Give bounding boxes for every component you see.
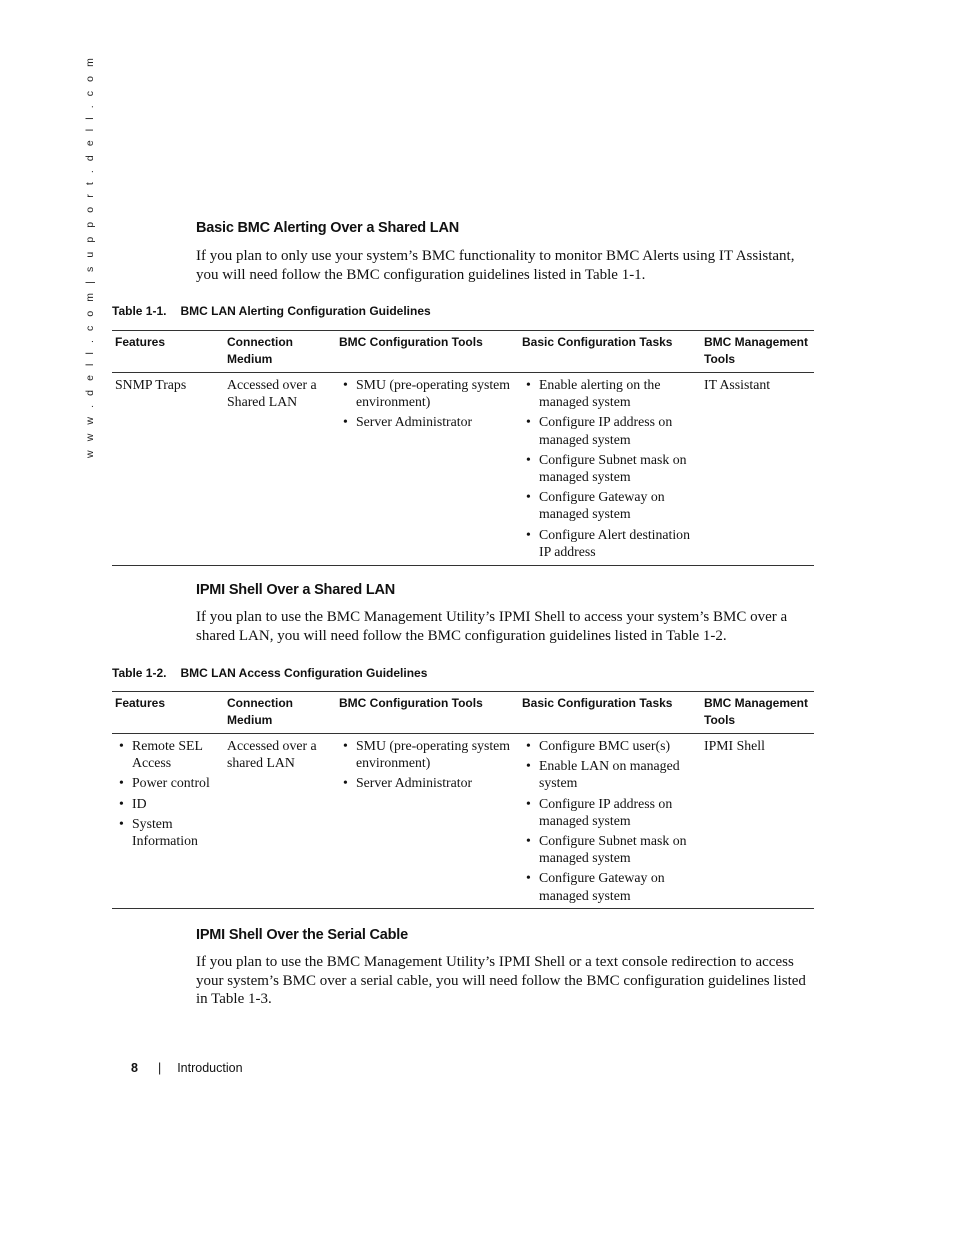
header-bmc-management-tools: BMC Management Tools xyxy=(704,696,809,727)
header-bmc-configuration-tools: BMC Configuration Tools xyxy=(339,696,483,710)
cell-management-tools: IT Assistant xyxy=(704,377,771,392)
header-basic-configuration-tasks: Basic Configuration Tasks xyxy=(522,335,673,349)
list-item: • Server Administrator xyxy=(339,413,517,430)
header-basic-configuration-tasks: Basic Configuration Tasks xyxy=(522,696,673,710)
cell-configuration-tools xyxy=(339,373,517,434)
header-features: Features xyxy=(115,696,166,710)
table-row xyxy=(112,734,814,909)
list-item: • Configure IP address on managed system xyxy=(522,795,702,829)
list-item: • Configure Gateway on managed system xyxy=(522,869,702,903)
table-1-2-label: Table 1-2. xyxy=(112,666,167,680)
table-1-2-caption xyxy=(112,666,427,680)
section-paragraph-basic-bmc-alerting: If you plan to only use your system’s BMC functionality to monitor BMC Alerts using IT Assistant, you will need follow the BMC configuration guidelines listed in Table 1-1. xyxy=(196,248,795,283)
table-1-1-label: Table 1-1. xyxy=(112,304,167,318)
list-item: • Enable LAN on managed system xyxy=(522,757,702,791)
list-item: • Configure IP address on managed system xyxy=(522,413,702,447)
section-heading-ipmi-shell-serial: IPMI Shell Over the Serial Cable xyxy=(196,927,408,943)
table-header xyxy=(112,330,814,373)
cell-configuration-tasks xyxy=(522,373,702,563)
table-header xyxy=(112,691,814,734)
list-item: • Configure Subnet mask on managed system xyxy=(522,451,702,485)
header-bmc-configuration-tools: BMC Configuration Tools xyxy=(339,335,483,349)
chapter-name: Introduction xyxy=(177,1061,243,1075)
list-item: • Configure Subnet mask on managed system xyxy=(522,832,702,866)
list-item: • Configure Gateway on managed system xyxy=(522,488,702,522)
cell-configuration-tasks xyxy=(522,734,702,907)
header-bmc-management-tools: BMC Management Tools xyxy=(704,335,809,366)
page-number: 8 xyxy=(131,1061,138,1075)
footer-separator: | xyxy=(157,1061,162,1075)
list-item: • Remote SEL Access xyxy=(115,737,221,771)
cell-management-tools: IPMI Shell xyxy=(704,738,765,753)
table-1-1 xyxy=(112,330,814,566)
cell-features: SNMP Traps xyxy=(115,377,187,392)
section-paragraph-ipmi-shell-serial: If you plan to use the BMC Management Utility’s IPMI Shell or a text console redirection to access your system’s BMC over a serial cable, you will need follow the BMC configuration guidelines listed in Table 1-3. xyxy=(196,954,806,1008)
list-item: • Enable alerting on the managed system xyxy=(522,376,702,410)
list-item: • SMU (pre-operating system environment) xyxy=(339,737,517,771)
cell-connection-medium: Accessed over a Shared LAN xyxy=(227,377,317,410)
table-1-2 xyxy=(112,691,814,909)
cell-features xyxy=(115,734,221,852)
table-1-1-caption xyxy=(112,304,431,318)
list-item: • Server Administrator xyxy=(339,774,517,791)
list-item: • System Information xyxy=(115,815,221,849)
list-item: • Configure Alert destination IP address xyxy=(522,526,702,560)
side-url-text: w w w . d e l l . c o m | s u p p o r t . d e l l . c o m xyxy=(84,55,96,458)
header-connection-medium: Connection Medium xyxy=(227,696,293,727)
list-item: • Power control xyxy=(115,774,221,791)
table-row xyxy=(112,373,814,566)
section-heading-ipmi-shell-lan: IPMI Shell Over a Shared LAN xyxy=(196,582,396,598)
page-footer xyxy=(131,1061,243,1075)
table-1-1-title: BMC LAN Alerting Configuration Guidelines xyxy=(180,304,431,318)
cell-connection-medium: Accessed over a shared LAN xyxy=(227,738,317,771)
header-connection-medium: Connection Medium xyxy=(227,335,293,366)
cell-configuration-tools xyxy=(339,734,517,795)
section-heading-basic-bmc-alerting: Basic BMC Alerting Over a Shared LAN xyxy=(196,220,459,236)
header-features: Features xyxy=(115,335,166,349)
list-item: • ID xyxy=(115,795,221,812)
list-item: • Configure BMC user(s) xyxy=(522,737,702,754)
section-paragraph-ipmi-shell-lan: If you plan to use the BMC Management Utility’s IPMI Shell to access your system’s BMC over a shared LAN, you will need follow the BMC configuration guidelines listed in Table 1-2. xyxy=(196,609,788,644)
table-1-2-title: BMC LAN Access Configuration Guidelines xyxy=(180,666,428,680)
list-item: • SMU (pre-operating system environment) xyxy=(339,376,517,410)
